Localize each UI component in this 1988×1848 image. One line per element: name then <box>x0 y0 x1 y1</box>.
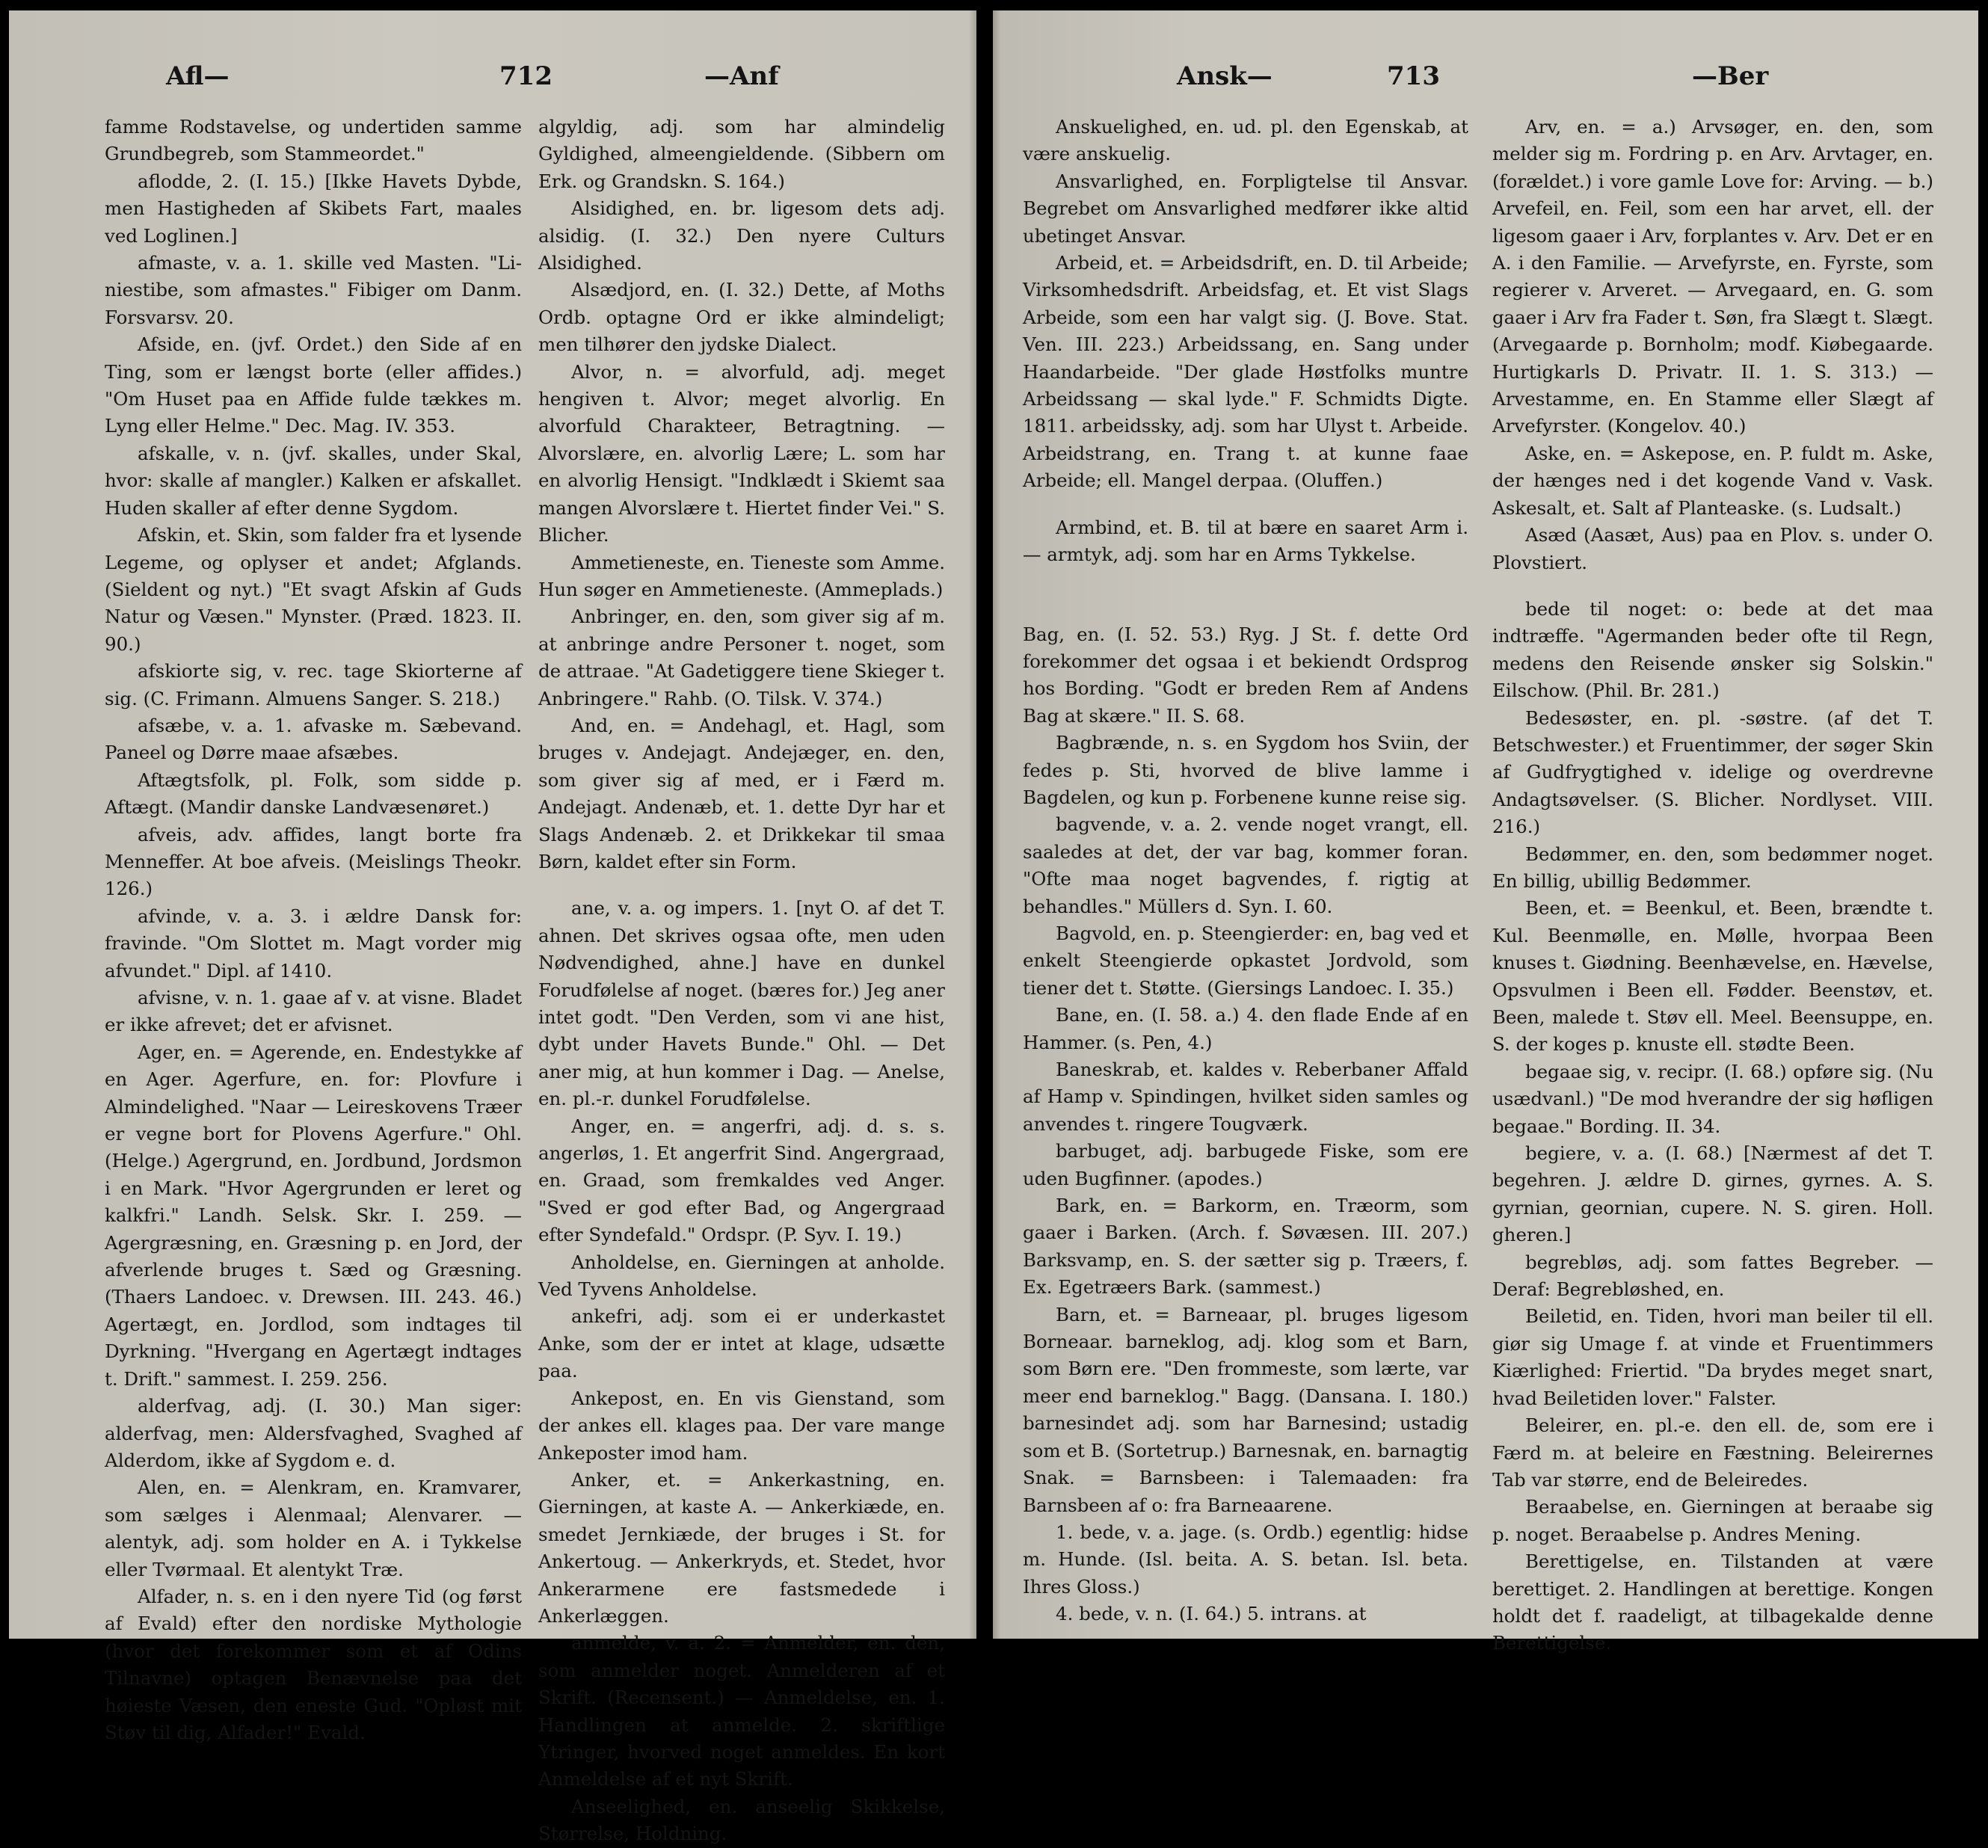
left-page-column-2 <box>538 114 945 1845</box>
dictionary-entry: Armbind, et. B. til at bære en saaret Arm i. — armtyk, adj. som har en Arms Tykkelse. <box>1023 516 1468 566</box>
dictionary-entry: Been, et. = Beenkul, et. Been, brændte t. Kul. Beenmølle, en. Mølle, hvorpaa Been knuses t. Giødning. Beenhævelse, en. Hævelse, Opsvulmen i Been ell. Fødder. Beenstøv, et. Been, malede t. Støv ell. Meel. Beensuppe, en. S. der koges p. knuste ell. stødte Been. <box>1492 897 1933 1056</box>
right-page <box>993 10 1978 1654</box>
left-page <box>9 10 976 1845</box>
dictionary-entry: ankefri, adj. som ei er underkastet Anke, som der er intet at klage, udsætte paa. <box>538 1305 945 1382</box>
dictionary-entry: Beraabelse, en. Gierningen at beraabe sig p. noget. Beraabelse p. Andres Mening. <box>1492 1496 1933 1545</box>
dictionary-entry: Ager, en. = Agerende, en. Endestykke af en Ager. Agerfure, en. for: Plovfure i Almindelighed. "Naar — Leireskovens Træer er vegne bort for Plovens Agerfure." Ohl. (Helge.) Agergrund, en. Jordbund, Jordsmon i en Mark. "Hvor Agergrunden er leret og kalkfri." Landh. Selsk. Skr. I. 259. — Agergræsning, en. Græsning p. en Jord, der afverlende bruges t. Sæd og Græsning. (Thaers Landoec. v. Drewsen. III. 243. 46.) Agertægt, en. Jordlod, som indtages til Dyrkning. "Hvergang en Agertægt indtages t. Drift." sammest. I. 259. 256. <box>105 1041 522 1390</box>
dictionary-entry: Bagvold, en. p. Steengierder: en, bag ved et enkelt Steengierde opkastet Jordvold, som tiener det t. Støtte. (Giersings Landoec. I. 35.) <box>1023 922 1468 999</box>
dictionary-entry: Bedesøster, en. pl. -søstre. (af det T. Betschwester.) et Fruentimmer, der søger Skin af Gudfrygtighed v. idelige og overdrevne Andagtsøvelser. (S. Blicher. Nordlyset. VIII. 216.) <box>1492 706 1933 838</box>
dictionary-entry: Asæd (Aasæt, Aus) paa en Plov. s. under O. Plovstiert. <box>1492 524 1933 573</box>
dictionary-entry: Ankepost, en. En vis Gienstand, som der ankes ell. klages paa. Der vare mange Ankeposter imod ham. <box>538 1387 945 1464</box>
dictionary-entry: afvisne, v. n. 1. gaae af v. at visne. Bladet er ikke afrevet; det er afvisnet. <box>105 987 522 1036</box>
dictionary-entry: ane, v. a. og impers. 1. [nyt O. af det T. ahnen. Det skrives ogsaa ofte, men uden Nødvendighed, ahne.] have en dunkel Forudfølelse af noget. (bæres for.) Jeg aner intet godt. "Den Verden, som vi ane hist, dybt under Havets Bunde." Ohl. — Det aner mig, at hun kommer i Dag. — Anelse, en. pl.-r. dunkel Forudfølelse. <box>538 897 945 1110</box>
dictionary-entry: Barn, et. = Barneaar, pl. bruges ligesom Borneaar. barneklog, adj. klog som et Barn, som Børn ere. "Den frommeste, som lærte, var meer end barneklog." Bagg. (Dansana. I. 180.) barnesindet adj. som har Barnesind; ustadig som et B. (Sortetrup.) Barnesnak, en. barnagtig Snak. = Barnsbeen: i Talemaaden: fra Barnsbeen af o: fra Barneaarene. <box>1023 1303 1468 1516</box>
dictionary-entry: bagvende, v. a. 2. vende noget vrangt, ell. saaledes at det, der var bag, kommer foran. "Ofte maa noget bagvendes, f. rigtig at behandles." Müllers d. Syn. I. 60. <box>1023 813 1468 917</box>
dictionary-entry: Aske, en. = Askepose, en. P. fuldt m. Aske, der hænges ned i det kogende Vand v. Vask. Askesalt, et. Salt af Planteaske. (s. Ludsalt.) <box>1492 442 1933 519</box>
right-page-catchword-left: Ansk— <box>1177 61 1272 91</box>
dictionary-entry: Beiletid, en. Tiden, hvori man beiler til ell. giør sig Umage f. at vinde et Fruentimmers Kiærlighed: Friertid. "Da brydes meget snart, hvad Beiletiden lover." Falster. <box>1492 1305 1933 1409</box>
dictionary-entry: Bagbrænde, n. s. en Sygdom hos Sviin, der fedes p. Sti, hvorved de blive lamme i Bagdelen, og kun p. Forbenene kunne reise sig. <box>1023 732 1468 808</box>
dictionary-entry: Anbringer, en. den, som giver sig af m. at anbringe andre Personer t. noget, som de attraae. "At Gadetiggere tiene Skieger t. Anbringere." Rahb. (O. Tilsk. V. 374.) <box>538 606 945 709</box>
dictionary-entry: Anker, et. = Ankerkastning, en. Gierningen, at kaste A. — Ankerkiæde, en. smedet Jernkiæde, der bruges i St. for Ankertoug. — Ankerkryds, et. Stedet, hvor Ankerarmene ere fastsmedede i Ankerlæggen. <box>538 1468 945 1627</box>
right-page-column-1 <box>1023 114 1468 1624</box>
dictionary-entry: Bedømmer, en. den, som bedømmer noget. En billig, ubillig Bedømmer. <box>1492 843 1933 892</box>
dictionary-entry: Aftægtsfolk, pl. Folk, som sidde p. Aftægt. (Mandir danske Landvæsenøret.) <box>105 769 522 819</box>
dictionary-entry: Arbeid, et. = Arbeidsdrift, en. D. til Arbeide; Virksomhedsdrift. Arbeidsfag, et. Et vist Slags Arbeide, som een har valgt sig. (J. Bove. Stat. Ven. III. 223.) Arbeidssang, en. Sang under Haandarbeide. "Der glade Høstfolks muntre Arbeidssang — skal lyde." F. Schmidts Digte. 1811. arbeidssky, adj. som har Ulyst t. Arbeide. Arbeidstrang, en. Trang t. at kunne faae Arbeide; ell. Mangel derpaa. (Oluffen.) <box>1023 252 1468 492</box>
dictionary-entry: Ansvarlighed, en. Forpligtelse til Ansvar. Begrebet om Ansvarlighed medfører ikke altid ubetinget Ansvar. <box>1023 170 1468 247</box>
dictionary-entry: barbuget, adj. barbugede Fiske, som ere uden Bugfinner. (apodes.) <box>1023 1140 1468 1189</box>
dictionary-entry: Ammetieneste, en. Tieneste som Amme. Hun søger en Ammetieneste. (Ammeplads.) <box>538 551 945 600</box>
dictionary-entry: Berettigelse, en. Tilstanden at være berettiget. 2. Handlingen at berettige. Kongen holdt det f. raadeligt, at tilbagekalde denne Berettigelse. <box>1492 1550 1933 1654</box>
right-page-number: 713 <box>1387 61 1440 91</box>
left-page-number: 712 <box>499 61 553 91</box>
dictionary-entry: Alvor, n. = alvorfuld, adj. meget hengiven t. Alvor; meget alvorlig. En alvorfuld Charakteer, Betragtning. — Alvorslære, en. alvorlig Lære; L. som har en alvorlig Hensigt. "Indklædt i Skiemt saa mangen Alvorslære t. Hiertet finder Vei." S. Blicher. <box>538 360 945 546</box>
left-page-column-1 <box>105 114 522 1743</box>
dictionary-entry: Afside, en. (jvf. Ordet.) den Side af en Ting, som er længst borte (eller affides.) "Om Huset paa en Affide fulde tækkes m. Lyng eller Helme." Dec. Mag. IV. 353. <box>105 333 522 437</box>
dictionary-entry: 1. bede, v. a. jage. (s. Ordb.) egentlig: hidse m. Hunde. (Isl. beita. A. S. betan. Isl. beta. Ihres Gloss.) <box>1023 1521 1468 1598</box>
left-page-catchword-left: Afl— <box>166 61 230 91</box>
dictionary-entry: Anseelighed, en. anseelig Skikkelse, Størrelse, Holdning. <box>538 1795 945 1845</box>
dictionary-entry: begaae sig, v. recipr. (I. 68.) opføre sig. (Nu usædvanl.) "De mod hverandre der sig høfligen begaae." Bording. II. 34. <box>1492 1060 1933 1137</box>
right-page-column-2 <box>1492 114 1933 1654</box>
dictionary-entry: 4. bede, v. n. (I. 64.) 5. intrans. at <box>1056 1603 1367 1625</box>
dictionary-entry: Afskin, et. Skin, som falder fra et lysende Legeme, og oplyser et andet; Afglands. (Sieldent og nyt.) "Et svagt Afskin af Guds Natur og Væsen." Mynster. (Præd. 1823. II. 90.) <box>105 524 522 655</box>
dictionary-entry: afskalle, v. n. (jvf. skalles, under Skal, hvor: skalle af mangler.) Kalken er afskallet. Huden skaller af efter denne Sygdom. <box>105 442 522 519</box>
dictionary-entry: Anskuelighed, en. ud. pl. den Egenskab, at være anskuelig. <box>1023 116 1468 165</box>
left-page-header <box>9 61 976 106</box>
dictionary-entry: afmaste, v. a. 1. skille ved Masten. "Li-niestibe, som afmastes." Fibiger om Danm. Forsvarsv. 20. <box>105 252 522 328</box>
dictionary-entry: Alsidighed, en. br. ligesom dets adj. alsidig. (I. 32.) Den nyere Culturs Alsidighed. <box>538 197 945 274</box>
dictionary-entry: Bag, en. (I. 52. 53.) Ryg. J St. f. dette Ord forekommer det ogsaa i et bekiendt Ordsprog hos Bording. "Godt er breden Rem af Andens Bag at skære." II. S. 68. <box>1023 623 1468 727</box>
left-page-gutter-shadow <box>969 10 976 1639</box>
dictionary-entry: And, en. = Andehagl, et. Hagl, som bruges v. Andejagt. Andejæger, en. den, som giver sig af med, er i Færd m. Andejagt. Andenæb, et. 1. dette Dyr har et Slags Andenæb. 2. et Drikkekar til smaa Børn, kaldet efter sin Form. <box>538 714 945 872</box>
dictionary-entry: anmelde, v. a. 2. = Anmelder, en. den, som anmelder noget. Anmelderen af et Skrift. (Recensent.) — Anmeldelse, en. 1. Handlingen at anmelde. 2. skriftlige Ytringer, hvorved noget anmeldes. En kort Anmeldelse af et nyt Skrift. <box>538 1632 945 1790</box>
dictionary-entry: begiere, v. a. (I. 68.) [Nærmest af det T. begehren. J. ældre D. girnes, gyrnes. A. S. gyrnian, geornian, cupere. N. S. giren. Holl. gheren.] <box>1492 1142 1933 1246</box>
right-page-gutter-shadow <box>993 10 1000 1639</box>
dictionary-entry: Alsædjord, en. (I. 32.) Dette, af Moths Ordb. optagne Ord er ikke almindeligt; men tilhører den jydske Dialect. <box>538 279 945 356</box>
dictionary-entry: Alfader, n. s. en i den nyere Tid (og først af Evald) efter den nordiske Mythologie (hvor det forekommer som et af Odins Tilnavne) optagen Benævnelse paa det høieste Væsen, den eneste Gud. "Opløst mit Støv til dig, Alfader!" Evald. <box>105 1585 522 1743</box>
dictionary-entry: Alen, en. = Alenkram, en. Kramvarer, som sælges i Alenmaal; Alenvarer. — alentyk, adj. som holder en A. i Tykkelse eller Tvørmaal. Et alentykt Træ. <box>105 1476 522 1580</box>
right-page-catchword-right: —Ber <box>1692 61 1769 91</box>
dictionary-entry: afveis, adv. affides, langt borte fra Menneffer. At boe afveis. (Meislings Theokr. 126.) <box>105 823 522 900</box>
dictionary-entry: algyldig, adj. som har almindelig Gyldighed, almeengieldende. (Sibbern om Erk. og Grandskn. S. 164.) <box>538 116 945 192</box>
dictionary-entry: Baneskrab, et. kaldes v. Reberbaner Affald af Hamp v. Spindingen, hvilket siden samles og anvendes t. ringere Tougværk. <box>1023 1059 1468 1135</box>
right-page-header <box>993 61 1978 106</box>
dictionary-entry: Anholdelse, en. Gierningen at anholde. Ved Tyvens Anholdelse. <box>538 1251 945 1301</box>
left-page-catchword-right: —Anf <box>704 61 779 91</box>
dictionary-entry: Bane, en. (I. 58. a.) 4. den flade Ende af en Hammer. (s. Pen, 4.) <box>1023 1004 1468 1053</box>
dictionary-entry: afvinde, v. a. 3. i ældre Dansk for: fravinde. "Om Slottet m. Magt vorder mig afvundet." Dipl. af 1410. <box>105 905 522 982</box>
dictionary-entry: afsæbe, v. a. 1. afvaske m. Sæbevand. Paneel og Dørre maae afsæbes. <box>105 714 522 764</box>
dictionary-entry: Beleirer, en. pl.-e. den ell. de, som ere i Færd m. at beleire en Fæstning. Beleirernes Tab var større, end de Beleiredes. <box>1492 1414 1933 1491</box>
dictionary-entry: Bark, en. = Barkorm, en. Træorm, som gaaer i Barken. (Arch. f. Søvæsen. III. 207.) Barksvamp, en. S. der sætter sig p. Træers, f. Ex. Egetræers Bark. (sammest.) <box>1023 1195 1468 1299</box>
dictionary-entry: alderfvag, adj. (I. 30.) Man siger: alderfvag, men: Aldersfvaghed, Svaghed af Alderdom, ikke af Sygdom e. d. <box>105 1395 522 1471</box>
dictionary-entry: afskiorte sig, v. rec. tage Skiorterne af sig. (C. Frimann. Almuens Sanger. S. 218.) <box>105 660 522 709</box>
dictionary-entry: famme Rodstavelse, og undertiden samme Grundbegreb, som Stammeordet." <box>105 116 522 165</box>
dictionary-entry: aflodde, 2. (I. 15.) [Ikke Havets Dybde, men Hastigheden af Skibets Fart, maales ved Loglinen.] <box>105 170 522 247</box>
dictionary-entry: bede til noget: o: bede at det maa indtræffe. "Agermanden beder ofte til Regn, medens den Reisende ønsker sig Solskin." Eilschow. (Phil. Br. 281.) <box>1492 597 1933 702</box>
dictionary-entry: Arv, en. = a.) Arvsøger, en. den, som melder sig m. Fordring p. en Arv. Arvtager, en. (forældet.) i vore gamle Love for: Arving. — b.) Arvefeil, en. Feil, som een har arvet, ell. der ligesom gaaer i Arv, forplantes v. Arv. Det er en A. i den Familie. — Arvefyrste, en. Fyrste, som regierer v. Arveret. — Arvegaard, en. G. som gaaer i Arv fra Fader t. Søn, fra Slægt t. Slægt. (Arvegaarde p. Bornholm; modf. Kiøbegaarde. Hurtigkarls D. Privatr. II. 1. S. 313.) — Arvestamme, en. En Stamme eller Slægt af Arvefyrster. (Kongelov. 40.) <box>1492 116 1933 437</box>
dictionary-entry: Anger, en. = angerfri, adj. d. s. s. angerløs, 1. Et angerfrit Sind. Angergraad, en. Graad, som fremkaldes ved Anger. "Sved er god efter Bad, og Angergraad efter Syndefald." Ordspr. (P. Syv. I. 19.) <box>538 1115 945 1246</box>
dictionary-entry: begrebløs, adj. som fattes Begreber. — Deraf: Begrebløshed, en. <box>1492 1251 1933 1301</box>
